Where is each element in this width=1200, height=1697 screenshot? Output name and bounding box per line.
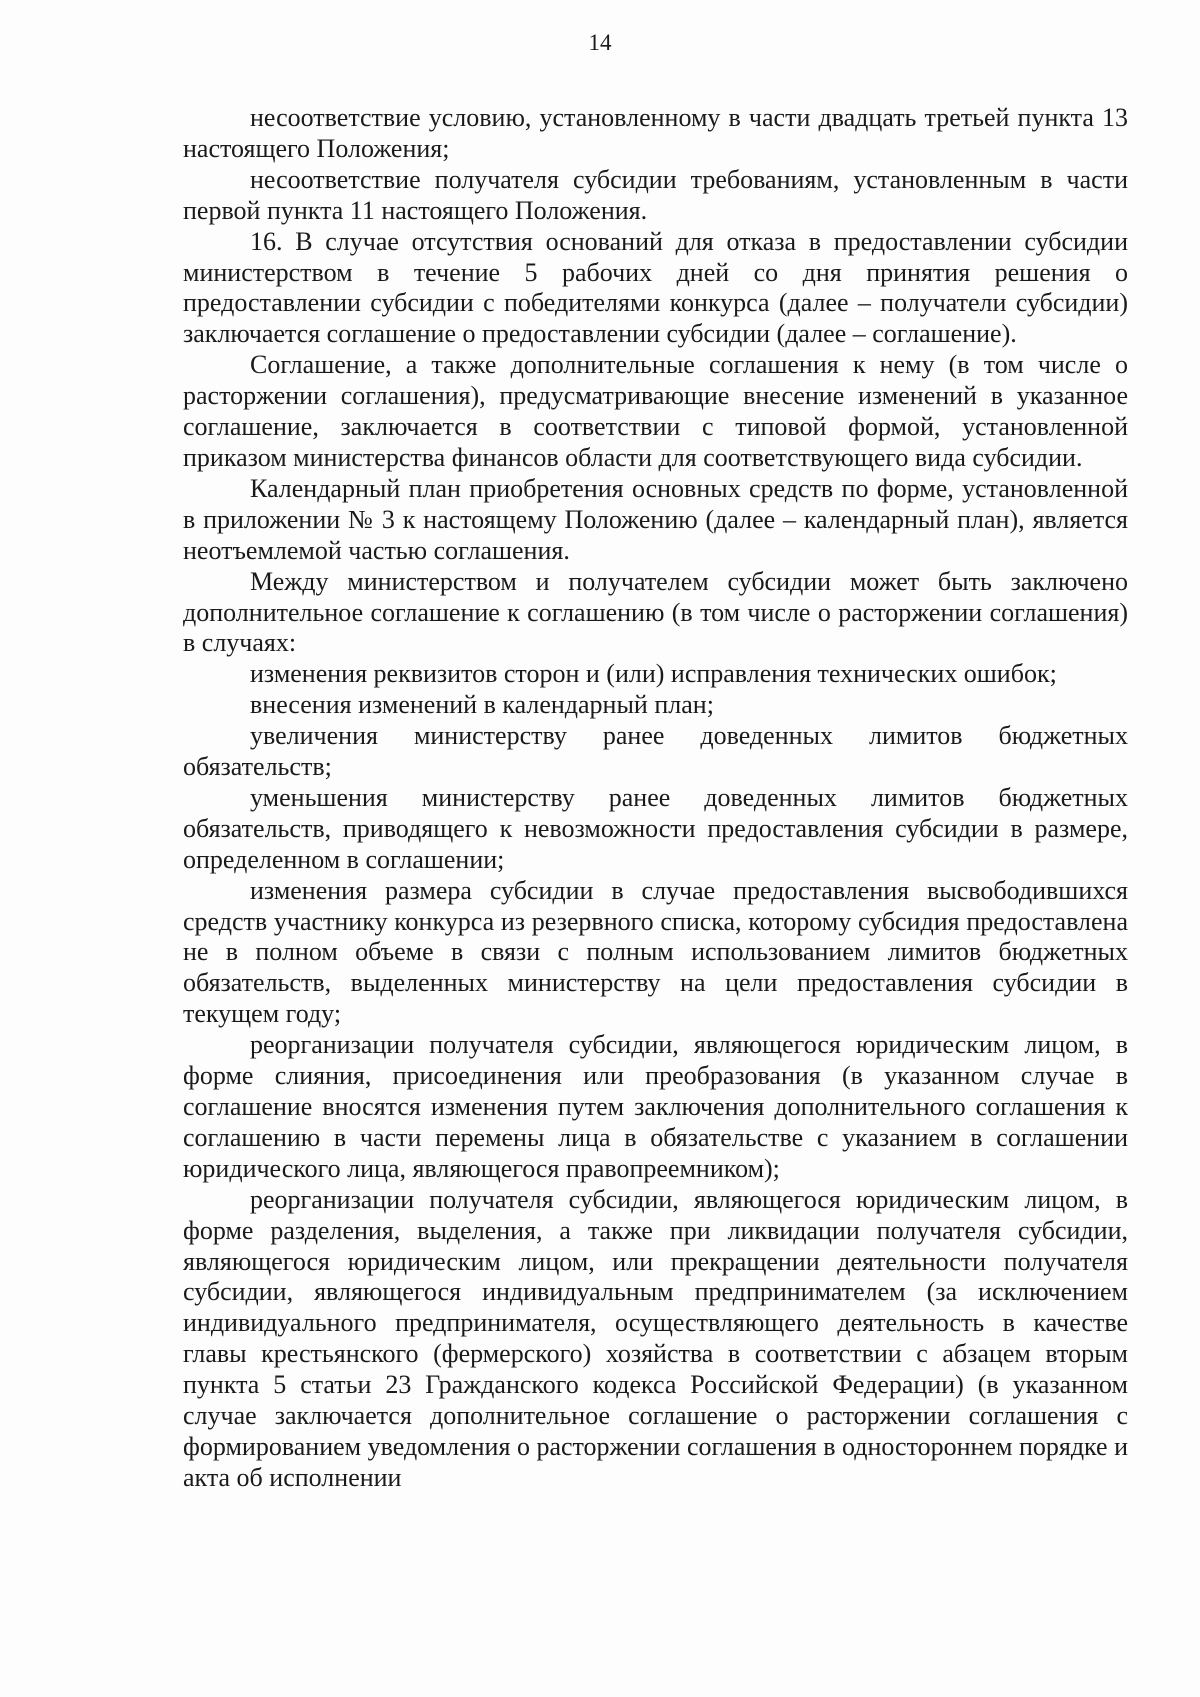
paragraph: Соглашение, а также дополнительные соглашения к нему (в том числе о расторжении соглашения), предусматривающие внесение изменений в указанное соглашение, заключается в соответствии с типовой формой, установленной приказом министерства финансов области для соответствующего вида субсидии. (183, 350, 1128, 472)
page-number: 14 (588, 30, 612, 55)
paragraph: изменения реквизитов сторон и (или) исправления технических ошибок; (250, 659, 1057, 689)
paragraph: несоответствие условию, установленному в части двадцать третьей пункта 13 настоящего Положения; (183, 103, 1128, 163)
paragraph: внесения изменений в календарный план; (250, 690, 714, 720)
document-body (183, 103, 1128, 1494)
paragraph: изменения размера субсидии в случае предоставления высвободившихся средств участнику конкурса из резервного списка, которому субсидия предоставлена не в полном объеме в связи с полным использованием лимитов бюджетных обязательств, выделенных министерству на цели предоставления субсидии в текущем году; (183, 875, 1128, 1029)
paragraph: Между министерством и получателем субсидии может быть заключено дополнительное соглашение к соглашению (в том числе о расторжении соглашения) в случаях: (183, 566, 1128, 658)
paragraph: Календарный план приобретения основных средств по форме, установленной в приложении № 3 к настоящему Положению (далее – календарный план), является неотъемлемой частью соглашения. (183, 473, 1128, 565)
paragraph: реорганизации получателя субсидии, являющегося юридическим лицом, в форме слияния, присоединения или преобразования (в указанном случае в соглашение вносятся изменения путем заключения дополнительного соглашения к соглашению в части перемены лица в обязательстве с указанием в соглашении юридического лица, являющегося правопреемником); (183, 1030, 1128, 1183)
paragraph: 16. В случае отсутствия оснований для отказа в предоставлении субсидии министерством в течение 5 рабочих дней со дня принятия решения о предоставлении субсидии с победителями конкурса (далее – получатели субсидии) заключается соглашение о предоставлении субсидии (далее – соглашение). (183, 226, 1128, 349)
paragraph: реорганизации получателя субсидии, являющегося юридическим лицом, в форме разделения, выделения, а также при ликвидации получателя субсидии, являющегося юридическим лицом, или прекращении деятельности получателя субсидии, являющегося индивидуальным предпринимателем (за исключением индивидуального предпринимателя, осуществляющего деятельность в качестве главы крестьянского (фермерского) хозяйства в соответствии с абзацем вторым пункта 5 статьи 23 Гражданского кодекса Российской Федерации) (в указанном случае заключается дополнительное соглашение о расторжении соглашения с формированием уведомления о расторжении соглашения в одностороннем порядке и акта об исполнении (183, 1184, 1128, 1492)
paragraph: уменьшения министерству ранее доведенных лимитов бюджетных обязательств, приводящего к невозможности предоставления субсидии в размере, определенном в соглашении; (183, 782, 1128, 874)
paragraph: несоответствие получателя субсидии требованиям, установленным в части первой пункта 11 настоящего Положения. (183, 164, 1128, 225)
paragraph: увеличения министерству ранее доведенных лимитов бюджетных обязательств; (183, 721, 1128, 782)
